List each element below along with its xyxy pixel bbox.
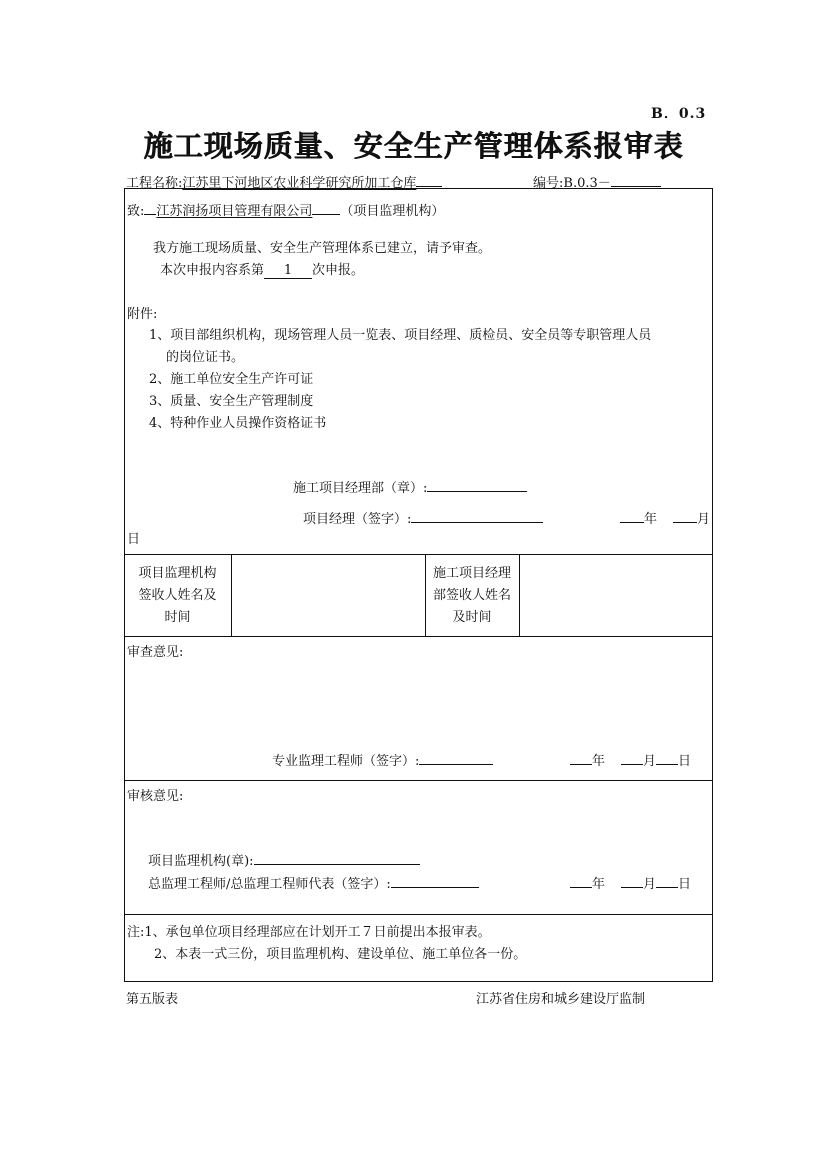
org-seal-label: 项目监理机构(章):: [148, 854, 254, 869]
audit-year-label: 年: [592, 877, 606, 892]
manager-sign-date: [620, 507, 710, 527]
review-year-label: 年: [592, 754, 606, 769]
divider-review-audit: [124, 780, 713, 781]
org-seal-line: [148, 849, 420, 869]
review-label: 审查意见:: [127, 645, 184, 660]
supervisor-org-name[interactable]: 江苏润扬项目管理有限公司: [156, 204, 313, 219]
chief-sign-field[interactable]: [391, 872, 479, 888]
form-number-label: 编号:: [533, 176, 564, 191]
submission-prefix: 本次申报内容系第: [160, 263, 265, 278]
review-day-field[interactable]: [656, 749, 678, 765]
audit-month-field[interactable]: [621, 872, 643, 888]
audit-day-field[interactable]: [656, 872, 678, 888]
manager-sign-line: [303, 507, 543, 527]
chief-sign-label: 总监理工程师/总监理工程师代表（签字）:: [148, 877, 391, 892]
attachment-item-2: 2、施工单位安全生产许可证: [149, 372, 314, 387]
form-number-prefix: B.0.3－: [563, 176, 611, 191]
contractor-receipt-line-3: 及时间: [452, 610, 492, 625]
project-name-value[interactable]: 江苏里下河地区农业科学研究所加工仓库: [182, 176, 417, 191]
attachment-item-3: 3、质量、安全生产管理制度: [149, 394, 314, 409]
engineer-sign-label: 专业监理工程师（签字）:: [272, 754, 420, 769]
footer-issuer: 江苏省住房和城乡建设厅监制: [476, 992, 646, 1007]
dept-seal-label: 施工项目经理部（章）:: [293, 481, 428, 496]
page-title: 施工现场质量、安全生产管理体系报审表: [143, 129, 684, 163]
note-line-1: 注:1、承包单位项目经理部应在计划开工７日前提出本报审表。: [127, 925, 491, 940]
statement-text: 我方施工现场质量、安全生产管理体系已建立，请予审查。: [153, 241, 492, 256]
manager-sign-field[interactable]: [411, 507, 543, 523]
review-month-field[interactable]: [621, 749, 643, 765]
manager-day-label: 日: [127, 532, 141, 547]
addressee-line: [127, 199, 444, 219]
engineer-sign-field[interactable]: [419, 749, 493, 765]
engineer-sign-line: [272, 749, 493, 769]
audit-day-label: 日: [678, 877, 692, 892]
contractor-receipt-label: [425, 563, 519, 629]
dept-seal-line: [293, 476, 527, 496]
review-year-field[interactable]: [570, 749, 592, 765]
contractor-receipt-line-2: 部签收人姓名: [432, 588, 511, 603]
addressee-label: 致:: [127, 204, 145, 219]
review-date: [570, 749, 691, 769]
audit-date: [570, 872, 691, 892]
audit-label: 审核意见:: [127, 789, 184, 804]
contractor-receipt-line-1: 施工项目经理: [432, 566, 511, 581]
supervisor-receipt-line-1: 项目监理机构: [138, 566, 217, 581]
supervisor-org-hint: （项目监理机构）: [340, 204, 445, 219]
supervisor-receipt-label: [124, 563, 231, 629]
form-number-field[interactable]: [611, 171, 661, 187]
year-label: 年: [644, 512, 658, 527]
audit-month-label: 月: [643, 877, 657, 892]
divider-audit-notes: [124, 914, 713, 915]
submission-line: [160, 259, 364, 279]
supervisor-receipt-field[interactable]: [232, 555, 425, 636]
submission-number[interactable]: 1: [264, 263, 312, 279]
manager-year-field[interactable]: [620, 507, 644, 523]
audit-year-field[interactable]: [570, 872, 592, 888]
manager-sign-label: 项目经理（签字）:: [303, 512, 412, 527]
attachment-item-1-cont: 的岗位证书。: [166, 350, 245, 365]
attachment-item-4: 4、特种作业人员操作资格证书: [149, 416, 327, 431]
attachment-item-1: 1、项目部组织机构，现场管理人员一览表、项目经理、质检员、安全员等专职管理人员: [149, 328, 652, 343]
review-day-label: 日: [678, 754, 692, 769]
addressee-underline-tail: [312, 199, 340, 215]
project-name-underline: [416, 171, 442, 187]
month-label: 月: [697, 512, 711, 527]
divider-receipt-review: [124, 636, 713, 637]
project-name-label: 工程名称:: [126, 176, 183, 191]
submission-suffix: 次申报。: [312, 263, 365, 278]
dept-seal-field[interactable]: [427, 476, 527, 492]
review-month-label: 月: [643, 754, 657, 769]
contractor-receipt-field[interactable]: [520, 555, 712, 636]
manager-month-field[interactable]: [673, 507, 697, 523]
supervisor-receipt-line-3: 时间: [164, 610, 191, 625]
note-line-2: 2、本表一式三份，项目监理机构、建设单位、施工单位各一份。: [154, 947, 527, 962]
chief-sign-line: [148, 872, 479, 892]
org-seal-field[interactable]: [254, 849, 420, 865]
addressee-underline-lead: [144, 199, 156, 215]
footer-edition: 第五版表: [126, 992, 179, 1007]
review-opinion-field[interactable]: [133, 660, 703, 740]
supervisor-receipt-line-2: 签收人姓名及: [138, 588, 217, 603]
form-code: B．0.3: [651, 106, 707, 122]
attachments-label: 附件:: [127, 307, 158, 322]
